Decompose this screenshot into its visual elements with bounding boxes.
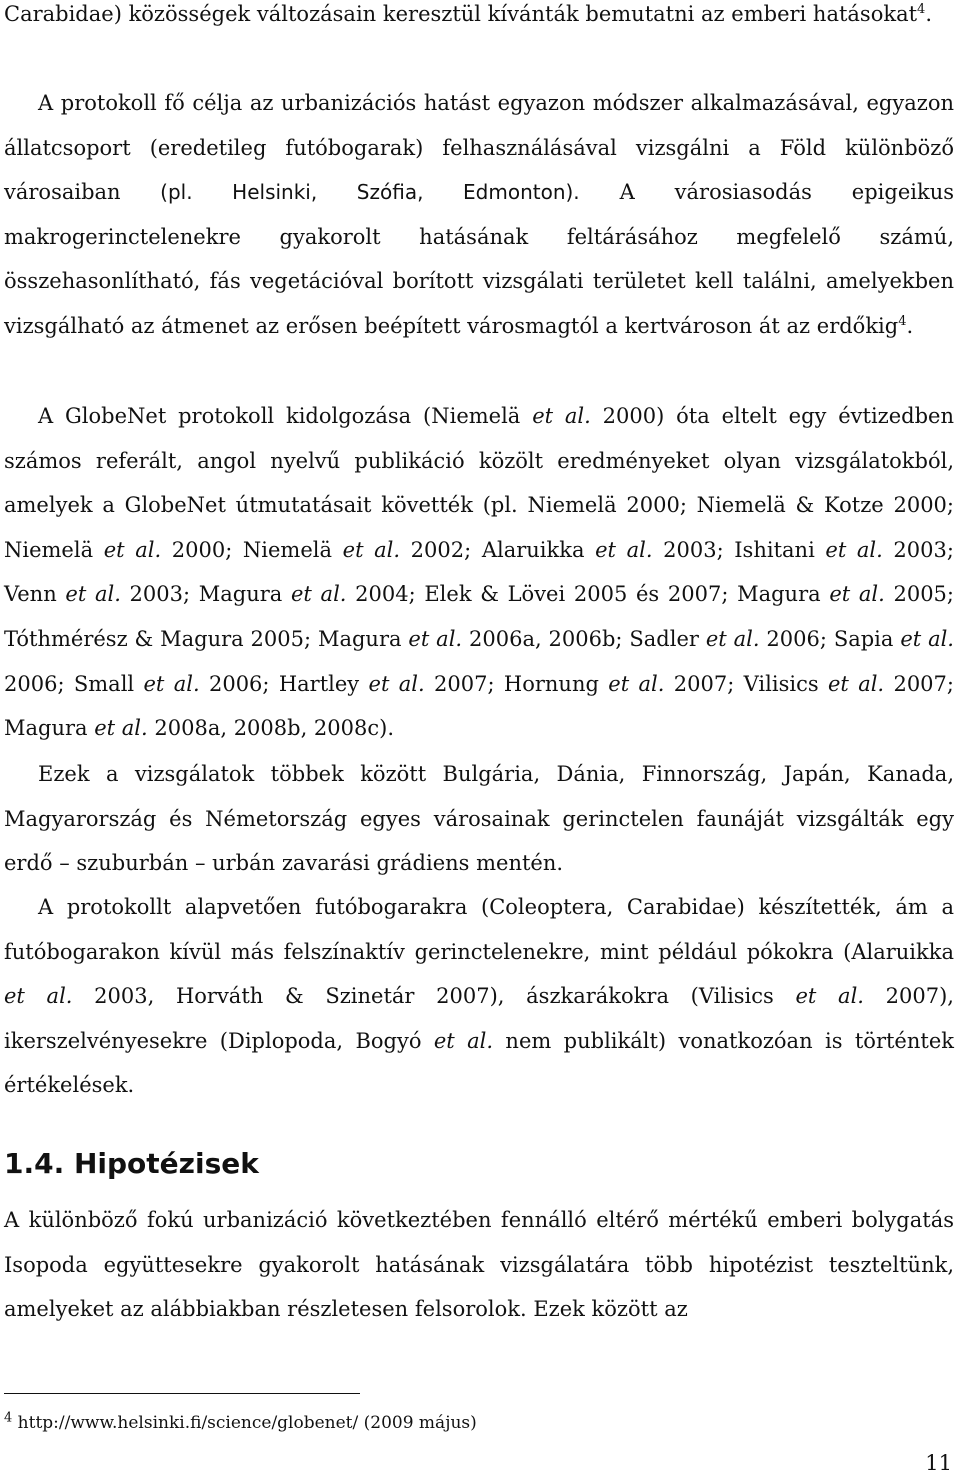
paragraph-text: 2007; Vilisics xyxy=(664,671,828,696)
et-al-italic: et al. xyxy=(595,537,653,562)
page-number: 11 xyxy=(925,1451,952,1475)
et-al-italic: et al. xyxy=(705,626,760,651)
paragraph-globenet-publications xyxy=(4,394,954,751)
section-heading: 1.4. Hipotézisek xyxy=(4,1147,259,1180)
footnote xyxy=(4,1408,477,1438)
et-al-italic: et al. xyxy=(827,671,885,696)
paragraph-protocol-taxa xyxy=(4,885,954,1108)
paragraph-text: 2006a, 2006b; Sadler xyxy=(462,626,706,651)
paragraph-text: 2006; Hartley xyxy=(199,671,369,696)
et-al-italic: et al. xyxy=(65,582,121,607)
paragraph-text: 2008a, 2008b, 2008c). xyxy=(147,716,395,741)
example-cities: (pl. Helsinki, Szófia, Edmonton). xyxy=(120,180,580,205)
paragraph-text: 2002; Alaruikka xyxy=(400,537,596,562)
paragraph-text: 2000) óta eltelt egy évtizedben számos referált, angol nyelvű publikáció közölt eredményeket olyan vizsgálatokból, amelyek a GlobeNet útmutatásait követték (pl. Niemelä 2000; Niemelä & Kotze 2000; Niemelä xyxy=(4,404,955,562)
paragraph-text: 2007), ikerszelvényesekre (Diplopoda, Bogyó xyxy=(4,984,954,1053)
paragraph-text: 2003; Magura xyxy=(120,582,291,607)
footnote-mark: 4 xyxy=(4,1410,13,1426)
sentence-end: . xyxy=(906,313,914,338)
paragraph-text: A városiasodás epigeikus makrogerinctelenekre gyakorolt hatásának feltárásához megfelelő számú, összehasonlítható, fás vegetációval borított vizsgálati területet kell találni, amelyekben vizsgálható az átmenet az erősen beépített városmagtól a kertvároson át az erdőkig xyxy=(4,180,954,338)
paragraph-hypotheses xyxy=(4,1198,954,1332)
paragraph-study-countries xyxy=(4,752,954,886)
et-al-italic: et al. xyxy=(342,537,401,562)
paragraph-text: A különböző fokú urbanizáció következtében fennálló eltérő mértékű emberi bolygatás Isopoda együttesekre gyakorolt hatásának vizsgálatára több hipotézist teszteltünk, amelyeket az alábbiakban részletesen felsorolok. Ezek között az xyxy=(4,1208,954,1322)
paragraph-text: A GlobeNet protokoll kidolgozása (Niemelä xyxy=(38,404,533,428)
paragraph-text: 2003; Ishitani xyxy=(652,537,826,562)
et-al-italic: et al. xyxy=(829,582,885,607)
et-al-italic: et al. xyxy=(433,1028,494,1053)
et-al-italic: et al. xyxy=(795,984,864,1009)
footnote-separator xyxy=(4,1393,360,1394)
footnote-ref[interactable]: 4 xyxy=(917,2,926,17)
paragraph-text: 2003, Horváth & Szinetár 2007), ászkarákokra (Vilisics xyxy=(72,984,796,1009)
paragraph-text: 2007; Magura xyxy=(4,671,954,741)
et-al-italic: et al. xyxy=(368,671,425,696)
paragraph-text: Carabidae) közösségek változásain keresztül kívánták bemutatni az emberi hatásokat xyxy=(4,2,918,26)
et-al-italic: et al. xyxy=(291,582,347,607)
et-al-italic: et al. xyxy=(103,537,162,562)
paragraph-protocol-goal xyxy=(4,81,954,349)
et-al-italic: et al. xyxy=(900,626,954,651)
footnote-text[interactable]: http://www.helsinki.fi/science/globenet/ (2009 május) xyxy=(12,1413,477,1433)
paragraph-intro-continuation xyxy=(4,0,954,37)
et-al-italic: et al. xyxy=(825,537,883,562)
paragraph-text: 2003; Venn xyxy=(4,537,954,607)
paragraph-text: A protokollt alapvetően futóbogarakra (Coleoptera, Carabidae) készítették, ám a futóbogarakon kívül más felszínaktív gerinctelenekre, mint például pókokra (Alaruikka xyxy=(4,895,954,964)
paragraph-text: nem publikált) vonatkozóan is történtek értékelések. xyxy=(4,1028,954,1098)
paragraph-text: A protokoll fő célja az urbanizációs hatást egyazon módszer alkalmazásával, egyazon állatcsoport (eredetileg futóbogarak) felhasználásával vizsgálni a Föld különböző városaiban xyxy=(4,91,954,205)
et-al-italic: et al. xyxy=(408,626,463,651)
sentence-end: . xyxy=(925,2,932,26)
et-al-italic: et al. xyxy=(4,984,73,1009)
et-al-italic: et al. xyxy=(608,671,665,696)
paragraph-text: Ezek a vizsgálatok többek között Bulgária, Dánia, Finnország, Japán, Kanada, Magyarország és Németország egyes városainak gerinctelen faunáját vizsgálták egy erdő – szuburbán – urbán zavarási grádiens mentén. xyxy=(4,762,954,876)
paragraph-text: 2000; Niemelä xyxy=(161,537,343,562)
paragraph-text: 2006; Small xyxy=(4,671,144,696)
et-al-italic: et al. xyxy=(143,671,200,696)
paragraph-text: 2007; Hornung xyxy=(424,671,609,696)
footnote-ref[interactable]: 4 xyxy=(898,313,907,329)
paragraph-text: 2005; Tóthmérész & Magura 2005; Magura xyxy=(4,582,954,651)
paragraph-text: 2006; Sapia xyxy=(759,626,901,651)
paragraph-text: 2004; Elek & Lövei 2005 és 2007; Magura xyxy=(346,582,830,607)
et-al-italic: et al. xyxy=(94,716,148,741)
et-al-italic: et al. xyxy=(532,404,591,428)
